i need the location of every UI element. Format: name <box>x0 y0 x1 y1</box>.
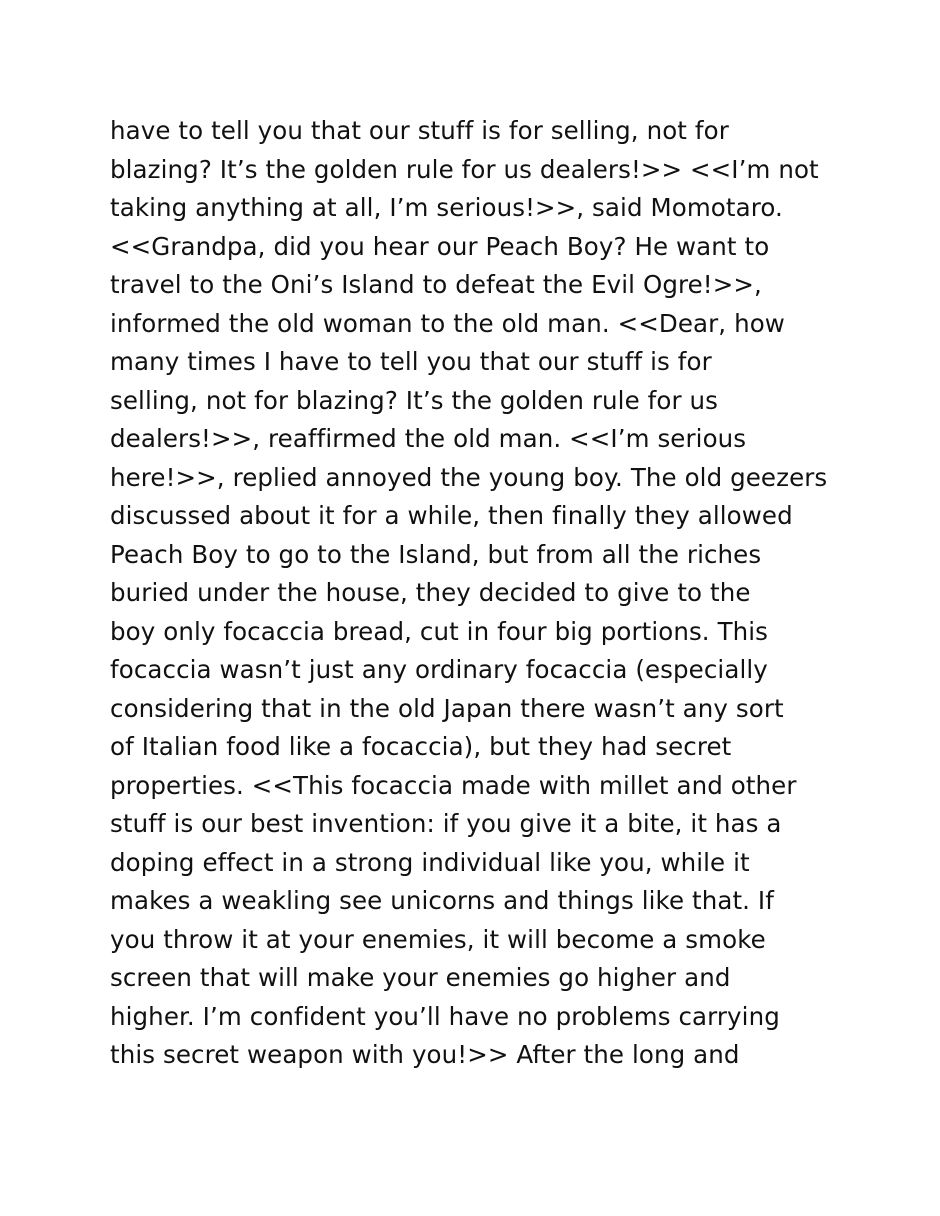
text-line: properties. <<This focaccia made with millet and other <box>110 770 797 800</box>
text-line: here!>>, replied annoyed the young boy. The old geezers <box>110 462 828 492</box>
text-line: selling, not for blazing? It’s the golden rule for us <box>110 385 719 415</box>
text-line: considering that in the old Japan there wasn’t any sort <box>110 693 784 723</box>
text-line: you throw it at your enemies, it will become a smoke <box>110 924 766 954</box>
text-line: doping effect in a strong individual like you, while it <box>110 847 750 877</box>
text-line: discussed about it for a while, then finally they allowed <box>110 501 793 530</box>
text-line: buried under the house, they decided to give to the <box>110 578 751 607</box>
body-text <box>110 112 840 1075</box>
text-line: higher. I’m confident you’ll have no problems carrying <box>110 1001 780 1031</box>
text-line: dealers!>>, reaffirmed the old man. <<I’m serious <box>110 424 747 453</box>
text-line: travel to the Oni’s Island to defeat the Evil Ogre!>>, <box>110 270 762 299</box>
text-line: blazing? It’s the golden rule for us dealers!>> <<I’m not <box>110 154 819 184</box>
text-line: makes a weakling see unicorns and things like that. If <box>110 886 774 915</box>
text-line: stuff is our best invention: if you give it a bite, it has a <box>110 809 782 838</box>
text-line: of Italian food like a focaccia), but they had secret <box>110 732 732 761</box>
text-line: this secret weapon with you!>> After the long and <box>110 1040 740 1069</box>
text-line: boy only focaccia bread, cut in four big portions. This <box>110 616 769 646</box>
text-line: <<Grandpa, did you hear our Peach Boy? He want to <box>110 231 770 261</box>
text-line: taking anything at all, I’m serious!>>, said Momotaro. <box>110 193 783 222</box>
text-line: focaccia wasn’t just any ordinary focaccia (especially <box>110 655 768 684</box>
text-line: Peach Boy to go to the Island, but from all the riches <box>110 539 762 569</box>
text-line: many times I have to tell you that our stuff is for <box>110 347 712 376</box>
text-line: screen that will make your enemies go higher and <box>110 963 731 992</box>
text-line: informed the old woman to the old man. <<Dear, how <box>110 308 785 338</box>
text-line: have to tell you that our stuff is for selling, not for <box>110 116 729 145</box>
